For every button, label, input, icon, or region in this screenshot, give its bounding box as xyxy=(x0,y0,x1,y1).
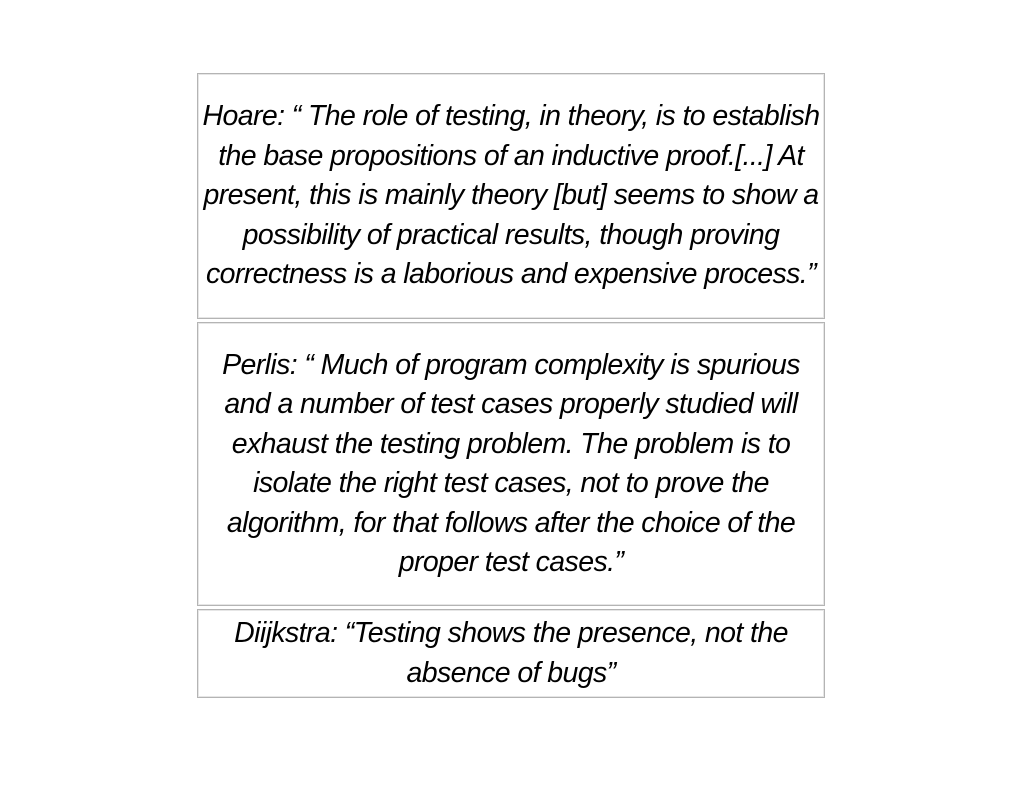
quote-box-dijkstra xyxy=(197,609,825,698)
quote-text-dijkstra: Diijkstra: “Testing shows the presence, not the absence of bugs” xyxy=(234,617,788,689)
quote-box-hoare xyxy=(197,73,825,319)
quote-text-hoare: Hoare: “ The role of testing, in theory, is to establish the base propositions of an inductive proof.[...] At present, this is mainly theory [but] seems to show a possibility of practical results, though proving correctness is a laborious and expensive process.” xyxy=(202,100,820,291)
quote-box-perlis xyxy=(197,322,825,606)
quote-text-perlis: Perlis: “ Much of program complexity is spurious and a number of test cases properly studied will exhaust the testing problem. The problem is to isolate the right test cases, not to prove the algorithm, for that follows after the choice of the proper test cases.” xyxy=(222,348,800,578)
